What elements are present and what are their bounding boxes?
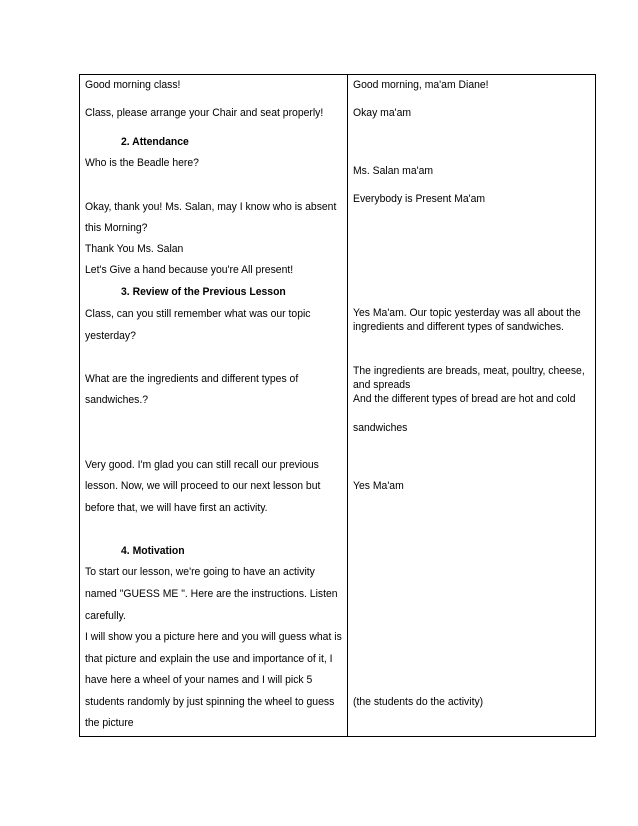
teacher-hand: Let's Give a hand because you're All present!: [85, 264, 294, 276]
student-okay: Okay ma'am: [353, 107, 412, 119]
ingredients-question-line-2: sandwiches.?: [85, 394, 149, 406]
topic-question-line-1: Class, can you still remember what was our topic: [85, 308, 311, 320]
motivation-line-2: named "GUESS ME ". Here are the instructions. Listen: [85, 588, 338, 600]
beadle-question: Who is the Beadle here?: [85, 157, 199, 169]
ingredients-reply-line-4: sandwiches: [353, 422, 408, 434]
student-beadle-reply: Ms. Salan ma'am: [353, 165, 434, 177]
student-yes-maam: Yes Ma'am: [353, 480, 404, 492]
ingredients-reply-line-2: and spreads: [353, 379, 411, 391]
lesson-table: [79, 74, 596, 737]
student-present-reply: Everybody is Present Ma'am: [353, 193, 486, 205]
instructions-line-5: the picture: [85, 717, 134, 729]
very-good-line-3: before that, we will have first an activity.: [85, 502, 268, 514]
absent-question-line-2: this Morning?: [85, 222, 148, 234]
student-activity: (the students do the activity): [353, 696, 484, 708]
teacher-thanks: Thank You Ms. Salan: [85, 243, 184, 255]
very-good-line-1: Very good. I'm glad you can still recall our previous: [85, 459, 319, 471]
student-greeting-reply: Good morning, ma'am Diane!: [353, 79, 489, 91]
review-heading: 3. Review of the Previous Lesson: [121, 286, 286, 298]
ingredients-reply-line-1: The ingredients are breads, meat, poultry, cheese,: [353, 365, 585, 377]
instructions-line-2: that picture and explain the use and importance of it, I: [85, 653, 333, 665]
topic-reply-line-2: ingredients and different types of sandwiches.: [353, 321, 564, 333]
instructions-line-3: have here a wheel of your names and I will pick 5: [85, 674, 313, 686]
column-divider: [347, 75, 348, 736]
topic-question-line-2: yesterday?: [85, 330, 136, 342]
teacher-greeting: Good morning class!: [85, 79, 181, 91]
motivation-line-1: To start our lesson, we're going to have an activity: [85, 566, 315, 578]
instructions-line-1: I will show you a picture here and you will guess what is: [85, 631, 342, 643]
very-good-line-2: lesson. Now, we will proceed to our next lesson but: [85, 480, 321, 492]
motivation-line-3: carefully.: [85, 610, 126, 622]
ingredients-reply-line-3: And the different types of bread are hot and cold: [353, 393, 576, 405]
ingredients-question-line-1: What are the ingredients and different types of: [85, 373, 299, 385]
attendance-heading: 2. Attendance: [121, 136, 189, 148]
topic-reply-line-1: Yes Ma'am. Our topic yesterday was all about the: [353, 307, 581, 319]
teacher-arrange: Class, please arrange your Chair and seat properly!: [85, 107, 324, 119]
motivation-heading: 4. Motivation: [121, 545, 185, 557]
absent-question-line-1: Okay, thank you! Ms. Salan, may I know who is absent: [85, 201, 337, 213]
instructions-line-4: students randomly by just spinning the wheel to guess: [85, 696, 335, 708]
